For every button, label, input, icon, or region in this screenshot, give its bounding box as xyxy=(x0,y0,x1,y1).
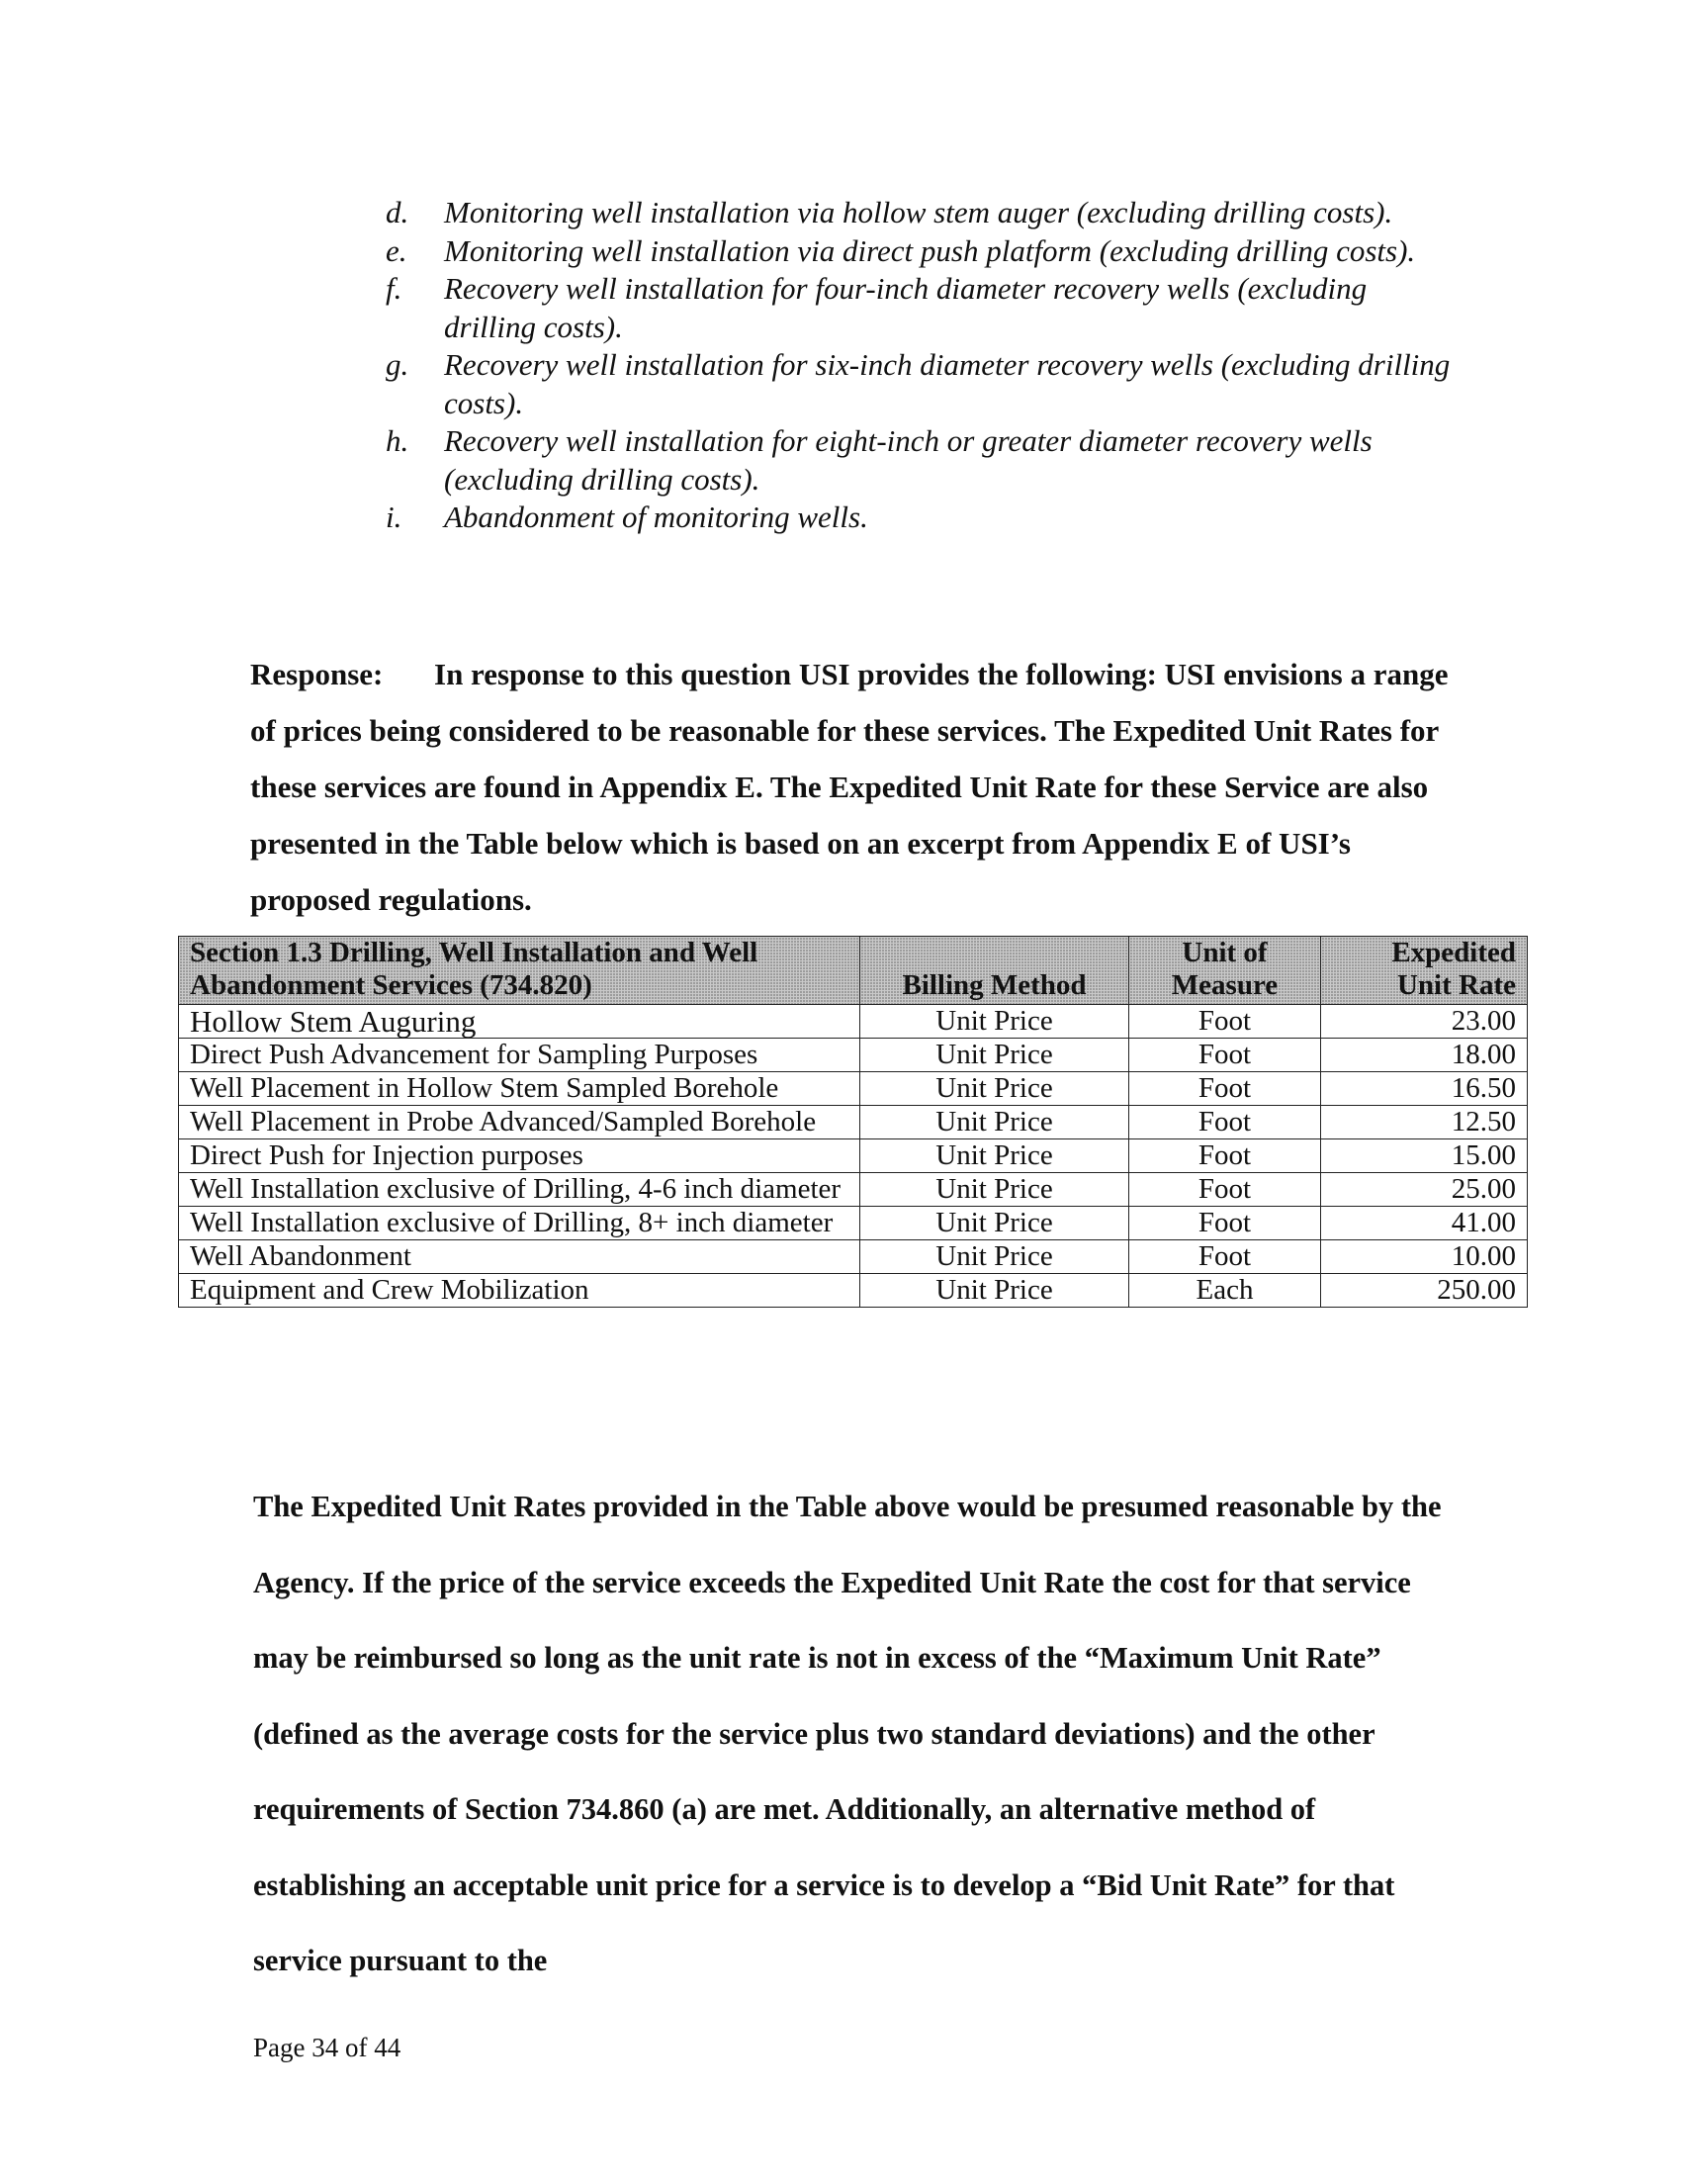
list-item-marker: i. xyxy=(386,500,402,534)
cell-billing-method: Unit Price xyxy=(860,1240,1129,1274)
cell-service: Well Abandonment xyxy=(179,1240,860,1274)
cell-service: Well Installation exclusive of Drilling, 4-6 inch diameter xyxy=(179,1173,860,1207)
list-item-marker: g. xyxy=(386,347,409,382)
list-item xyxy=(386,499,1454,537)
list-item xyxy=(386,422,1454,499)
list-item-text: Monitoring well installation via direct push platform (excluding drilling costs). xyxy=(444,232,1416,268)
cell-unit-rate: 25.00 xyxy=(1321,1173,1528,1207)
table-row xyxy=(179,1106,1528,1139)
cell-service: Direct Push Advancement for Sampling Purposes xyxy=(179,1039,860,1072)
cell-unit-rate: 10.00 xyxy=(1321,1240,1528,1274)
cell-service: Equipment and Crew Mobilization xyxy=(179,1274,860,1308)
table-row xyxy=(179,1072,1528,1106)
table-row xyxy=(179,1005,1528,1039)
table-row xyxy=(179,1039,1528,1072)
cell-unit-rate: 41.00 xyxy=(1321,1207,1528,1240)
response-label: Response: xyxy=(250,657,384,691)
cell-unit-of-measure: Foot xyxy=(1129,1139,1321,1173)
list-item-text: Monitoring well installation via hollow stem auger (excluding drilling costs). xyxy=(444,195,1393,229)
table-header-row xyxy=(179,937,1528,1005)
header-expedited-unit-rate: Expedited Unit Rate xyxy=(1321,937,1528,1005)
cell-unit-rate: 16.50 xyxy=(1321,1072,1528,1106)
cell-billing-method: Unit Price xyxy=(860,1005,1129,1039)
page-number: Page 34 of 44 xyxy=(253,2033,401,2062)
list-item-text: Recovery well installation for four-inch diameter recovery wells (excluding drilling costs). xyxy=(444,271,1368,344)
closing-paragraph: The Expedited Unit Rates provided in the Table above would be presumed reasonable by the Agency. If the price of the service exceeds the Expedited Unit Rate the cost for that service may be reimbursed so long as the unit rate is not in excess of the “Maximum Unit Rate” (defined as the average costs for the service plus two standard deviations) and the other requirements of Section 734.860 (a) are met. Additionally, an alternative method of establishing an acceptable unit price for a service is to develop a “Bid Unit Rate” for that service pursuant to the xyxy=(253,1490,1442,1977)
cell-billing-method: Unit Price xyxy=(860,1106,1129,1139)
list-item-marker: f. xyxy=(386,271,402,306)
cell-service: Direct Push for Injection purposes xyxy=(179,1139,860,1173)
cell-unit-rate: 250.00 xyxy=(1321,1274,1528,1308)
cell-billing-method: Unit Price xyxy=(860,1274,1129,1308)
cell-service: Well Installation exclusive of Drilling, 8+ inch diameter xyxy=(179,1207,860,1240)
cell-unit-of-measure: Foot xyxy=(1129,1173,1321,1207)
list-item-text: Recovery well installation for six-inch diameter recovery wells (excluding drilling costs). xyxy=(444,347,1451,420)
list-item xyxy=(386,346,1454,422)
list-item-marker: e. xyxy=(386,232,407,268)
cell-unit-of-measure: Foot xyxy=(1129,1072,1321,1106)
cell-billing-method: Unit Price xyxy=(860,1072,1129,1106)
header-service: Section 1.3 Drilling, Well Installation and Well Abandonment Services (734.820) xyxy=(179,937,860,1005)
cell-service: Well Placement in Hollow Stem Sampled Borehole xyxy=(179,1072,860,1106)
list-item-marker: d. xyxy=(386,195,409,229)
expedited-rates-table xyxy=(178,936,1528,1308)
cell-billing-method: Unit Price xyxy=(860,1139,1129,1173)
cell-unit-of-measure: Each xyxy=(1129,1274,1321,1308)
cell-service: Well Placement in Probe Advanced/Sampled Borehole xyxy=(179,1106,860,1139)
cell-unit-of-measure: Foot xyxy=(1129,1039,1321,1072)
cell-unit-rate: 12.50 xyxy=(1321,1106,1528,1139)
list-item-marker: h. xyxy=(386,423,409,458)
response-text: In response to this question USI provides the following: USI envisions a range of prices being considered to be reasonable for these services. The Expedited Unit Rates for these services are found in Appendix E. The Expedited Unit Rate for these Service are also presented in the Table below which is based on an excerpt from Appendix E of USI’s proposed regulations. xyxy=(250,657,1449,917)
cell-unit-rate: 18.00 xyxy=(1321,1039,1528,1072)
cell-service: Hollow Stem Auguring xyxy=(179,1005,860,1039)
cell-unit-of-measure: Foot xyxy=(1129,1106,1321,1139)
cell-unit-of-measure: Foot xyxy=(1129,1005,1321,1039)
cell-unit-of-measure: Foot xyxy=(1129,1207,1321,1240)
table-row xyxy=(179,1240,1528,1274)
cell-unit-rate: 15.00 xyxy=(1321,1139,1528,1173)
header-billing-method: Billing Method xyxy=(860,937,1129,1005)
header-unit-of-measure: Unit of Measure xyxy=(1129,937,1321,1005)
table-row xyxy=(179,1274,1528,1308)
table-row xyxy=(179,1139,1528,1173)
lettered-list xyxy=(386,194,1454,537)
cell-billing-method: Unit Price xyxy=(860,1207,1129,1240)
cell-billing-method: Unit Price xyxy=(860,1173,1129,1207)
list-item xyxy=(386,232,1454,271)
list-item-text: Recovery well installation for eight-inch or greater diameter recovery wells (excluding drilling costs). xyxy=(444,423,1373,497)
cell-unit-rate: 23.00 xyxy=(1321,1005,1528,1039)
list-item-text: Abandonment of monitoring wells. xyxy=(444,500,868,534)
cell-billing-method: Unit Price xyxy=(860,1039,1129,1072)
table-row xyxy=(179,1207,1528,1240)
cell-unit-of-measure: Foot xyxy=(1129,1240,1321,1274)
list-item xyxy=(386,194,1454,232)
table-row xyxy=(179,1173,1528,1207)
response-paragraph xyxy=(250,646,1452,928)
list-item xyxy=(386,270,1454,346)
